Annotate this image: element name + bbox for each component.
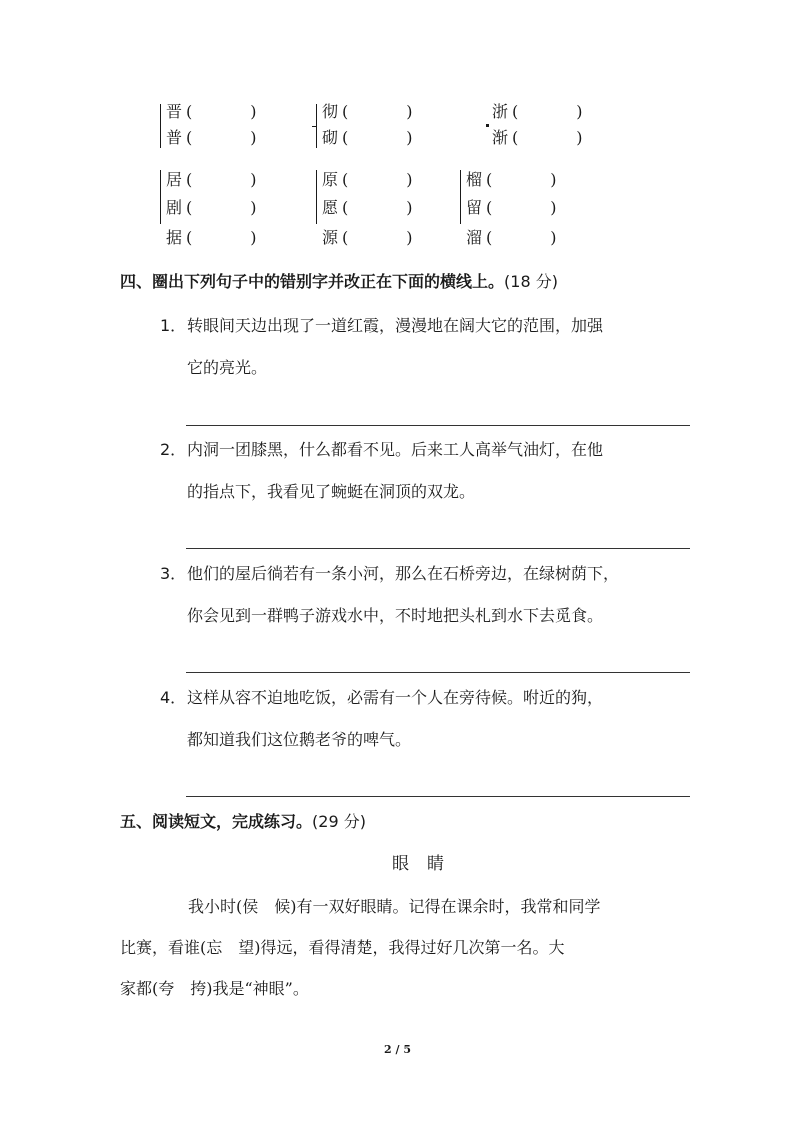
char-group-liu: 榴 ( ) 留 ( ) 溜 ( ) (460, 168, 590, 252)
item-3-line-1: 他们的屋后徜若有一条小河，那么在石桥旁边，在绿树荫下， (187, 564, 620, 583)
char: 砌 (322, 128, 339, 147)
char: 彻 (322, 102, 339, 121)
char-group-che-qi: 彻 ( ) 砌 ( ) (316, 102, 436, 150)
item-2-line-2: 的指点下，我看见了蜿蜓在洞顶的双龙。 (187, 482, 476, 501)
char: 溜 (466, 228, 483, 247)
item-1-line-2: 它的亮光。 (187, 358, 268, 377)
char: 愿 (322, 198, 339, 217)
item-4-line-2: 都知道我们这位鹅老爷的啤气。 (187, 730, 412, 749)
char: 榴 (466, 170, 483, 189)
char: 源 (322, 228, 339, 247)
char-group-jin-pu: 晋 ( ) 普 ( ) (160, 102, 280, 150)
passage-line-3: 家都(夸 挎)我是“神眼”。 (120, 979, 309, 998)
char: 普 (166, 128, 183, 147)
item-2-answer-line[interactable] (186, 548, 690, 549)
char-group-ju: 居 ( ) 剧 ( ) 据 ( ) (160, 168, 280, 252)
section-4-title: 四、圈出下列句子中的错别字并改正在下面的横线上。(18 分) (120, 272, 558, 291)
char: 浙 (492, 102, 509, 121)
story-title: 眼睛 (392, 854, 462, 874)
char-group-yuan: 原 ( ) 愿 ( ) 源 ( ) (316, 168, 436, 252)
item-1-number: 1． (160, 316, 187, 335)
char-group-zhe-jian: 浙 ( ) 渐 ( ) (486, 102, 606, 150)
item-2-number: 2． (160, 440, 187, 459)
item-3-line-2: 你会见到一群鸭子游戏水中，不时地把头札到水下去觅食。 (187, 606, 604, 625)
char: 原 (322, 170, 339, 189)
item-4-number: 4． (160, 688, 187, 707)
item-3-number: 3． (160, 564, 187, 583)
item-1-answer-line[interactable] (186, 425, 690, 426)
item-4-answer-line[interactable] (186, 796, 690, 797)
char: 留 (466, 198, 483, 217)
item-3-answer-line[interactable] (186, 672, 690, 673)
item-1-line-1: 转眼间天边出现了一道红霞，漫漫地在阔大它的范围，加强 (187, 316, 604, 335)
section-5-title: 五、阅读短文，完成练习。(29 分) (120, 812, 366, 831)
passage-line-2: 比赛，看谁(忘 望)得远，看得清楚，我得过好几次第一名。大 (120, 938, 565, 957)
passage-line-1: 我小时(侯 候)有一双好眼睛。记得在课余时，我常和同学 (188, 897, 601, 916)
char: 居 (166, 170, 183, 189)
item-4-line-1: 这样从容不迫地吃饭，必需有一个人在旁待候。咐近的狗， (187, 688, 604, 707)
item-2-line-1: 内洞一团膝黑，什么都看不见。后来工人高举气油灯，在他 (187, 440, 604, 459)
char: 渐 (492, 128, 509, 147)
page-number: 2 / 5 (384, 1043, 411, 1056)
char: 剧 (166, 198, 183, 217)
char: 据 (166, 228, 183, 247)
char: 晋 (166, 102, 183, 121)
